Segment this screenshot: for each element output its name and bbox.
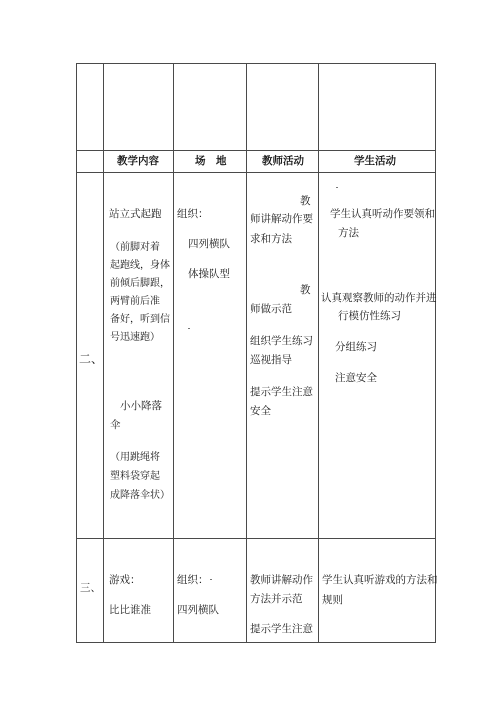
header-student-activity: 学生活动 xyxy=(354,155,396,167)
content-item: 游戏： xyxy=(109,574,141,586)
teacher-activity: 提示学生注意 xyxy=(250,386,313,398)
column-divider xyxy=(246,63,247,643)
content-item: 站立式起跑 xyxy=(109,208,162,220)
venue-label: 组织： xyxy=(177,208,209,220)
stray-mark xyxy=(210,579,212,580)
header-top-border xyxy=(76,150,436,151)
column-divider xyxy=(318,63,319,643)
table-top-border xyxy=(76,63,436,64)
teacher-activity: 巡视指导 xyxy=(250,354,292,366)
content-note: 前倾后脚跟， xyxy=(110,278,170,289)
header-content: 教学内容 xyxy=(117,155,159,167)
content-item: 小小降落 xyxy=(120,400,162,412)
header-venue: 场 地 xyxy=(195,155,227,167)
venue-formation: 四列横队 xyxy=(188,238,230,250)
header-teacher-activity: 教师活动 xyxy=(262,155,304,167)
teacher-activity: 教 xyxy=(300,195,311,207)
venue-label: 组织： xyxy=(177,574,209,586)
content-note: 号迅速跑） xyxy=(110,332,160,343)
row-number: 二、 xyxy=(79,352,104,366)
teacher-activity: 师做示范 xyxy=(250,303,292,315)
row-number: 三、 xyxy=(80,582,101,594)
venue-formation: 四列横队 xyxy=(177,604,219,616)
table-left-border xyxy=(76,63,77,643)
stray-mark xyxy=(188,328,190,329)
student-activity: 注意安全 xyxy=(335,372,377,384)
teacher-activity: 方法并示范 xyxy=(250,593,303,605)
stray-mark xyxy=(336,187,338,188)
student-activity: 行模仿性练习 xyxy=(338,310,401,322)
table-bottom-border xyxy=(76,642,436,643)
teacher-activity: 师讲解动作要 xyxy=(250,213,313,225)
student-activity: 认真观察教师的动作并进 xyxy=(321,292,437,304)
content-item: 比比谁准 xyxy=(109,604,151,616)
teacher-activity: 求和方法 xyxy=(250,233,292,245)
content-note: 起跑线，身体 xyxy=(110,260,170,271)
student-activity: 分组练习 xyxy=(335,341,377,353)
venue-formation: 体操队型 xyxy=(188,268,230,280)
content-note: 两臂前后准 xyxy=(110,296,160,307)
teacher-activity: 教师讲解动作 xyxy=(250,574,313,586)
content-note: （用跳绳将 xyxy=(110,452,160,463)
student-activity: 学生认真听动作要领和 xyxy=(330,208,435,220)
student-activity: 方法 xyxy=(338,227,359,239)
content-note: 塑料袋穿起 xyxy=(110,471,160,482)
column-divider xyxy=(103,63,104,643)
student-activity: 学生认真听游戏的方法和 xyxy=(322,574,438,586)
teacher-activity: 提示学生注意 xyxy=(250,623,313,635)
content-item: 伞 xyxy=(110,419,121,431)
row-divider xyxy=(76,538,436,539)
teacher-activity: 教 xyxy=(300,284,311,296)
header-bottom-border xyxy=(76,172,436,173)
teacher-activity: 安全 xyxy=(250,405,271,417)
teacher-activity: 组织学生练习 xyxy=(250,335,313,347)
student-activity: 规则 xyxy=(322,594,343,606)
content-note: （前脚对着 xyxy=(110,242,160,253)
column-divider xyxy=(173,63,174,643)
table-right-border xyxy=(435,63,436,643)
content-note: 备好，听到信 xyxy=(110,314,170,325)
content-note: 成降落伞状） xyxy=(110,490,170,501)
